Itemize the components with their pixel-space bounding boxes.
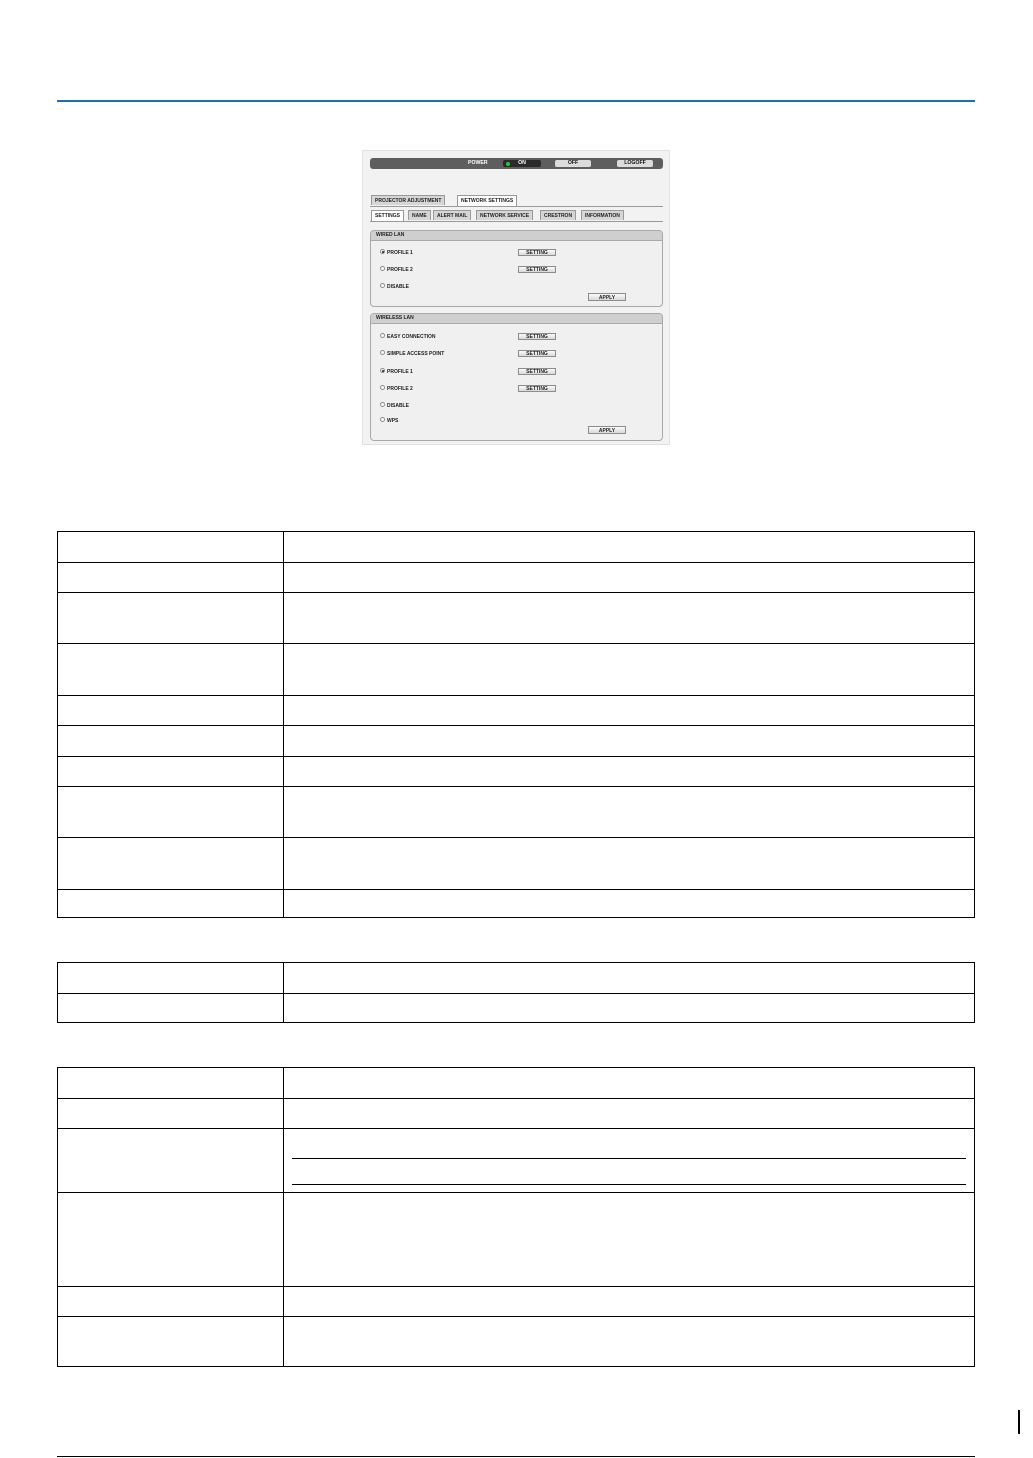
settings-table-2 [57,962,975,1023]
wireless-profile2-setting-button[interactable]: SETTING [518,385,556,392]
table-row [58,993,974,1022]
table-cell-item [58,994,284,1022]
table-row [58,695,974,725]
table-cell-item [58,757,284,786]
table-cell-description [284,994,974,1022]
radio-checked-icon [380,249,385,254]
table-row [58,1286,974,1316]
power-on-button[interactable] [503,160,541,167]
table-row [58,963,974,993]
wireless-simple-ap-setting-button[interactable]: SETTING [518,350,556,357]
radio-icon [380,283,385,288]
table-cell-item [58,890,284,917]
radio-icon [380,333,385,338]
table-cell-description [284,787,974,837]
table-cell-description [284,532,974,562]
wireless-easy-connection-setting-button[interactable]: SETTING [518,333,556,340]
sub-divider [292,1184,966,1185]
tab-network-service[interactable]: NETWORK SERVICE [476,210,533,220]
wired-option-profile2[interactable]: PROFILE 2 [380,266,413,274]
wired-option-disable[interactable]: DISABLE [380,283,409,291]
wireless-profile1-setting-button[interactable]: SETTING [518,368,556,375]
page-edge-mark [1018,1410,1020,1434]
wired-lan-group [370,230,663,307]
radio-checked-icon [380,368,385,373]
power-on-label: ON [518,160,526,166]
wireless-option-disable[interactable]: DISABLE [380,402,409,410]
table-row [58,756,974,786]
table-row [58,1192,974,1286]
table-cell-item [58,726,284,756]
tab-alert-mail[interactable]: ALERT MAIL [433,210,471,220]
sub-tabs [370,209,663,222]
main-tabs [370,194,663,207]
table-cell-description [284,1193,974,1286]
wired-apply-button[interactable]: APPLY [588,293,626,301]
table-cell-item [58,532,284,562]
power-off-button[interactable]: OFF [555,160,591,167]
table-cell-item [58,696,284,725]
settings-table-3 [57,1067,975,1367]
table-row [58,532,974,562]
table-row [58,562,974,592]
tab-name[interactable]: NAME [408,210,431,220]
tab-crestron[interactable]: CRESTRON [540,210,576,220]
tab-settings[interactable]: SETTINGS [371,210,404,221]
table-cell-item [58,644,284,695]
wired-option-profile1[interactable]: PROFILE 1 [380,249,413,257]
table-cell-item [58,1129,284,1192]
wireless-lan-title: WIRELESS LAN [371,314,662,324]
table-row [58,643,974,695]
power-label: POWER [468,160,488,166]
wired-profile1-setting-button[interactable]: SETTING [518,249,556,256]
sub-divider [292,1158,966,1159]
table-row [58,725,974,756]
table-row [58,1316,974,1366]
table-cell-description [284,1317,974,1366]
tab-network-settings[interactable]: NETWORK SETTINGS [457,195,517,206]
table-cell-description [284,644,974,695]
wireless-option-profile2[interactable]: PROFILE 2 [380,385,413,393]
table-cell-description [284,963,974,993]
wireless-option-wps[interactable]: WPS [380,417,398,425]
table-row [58,592,974,643]
table-cell-description [284,1129,974,1192]
table-cell-item [58,593,284,643]
wireless-option-simple-access-point[interactable]: SIMPLE ACCESS POINT [380,350,444,358]
wired-lan-title: WIRED LAN [371,231,662,241]
table-cell-item [58,1193,284,1286]
power-led-icon [506,162,510,166]
radio-icon [380,402,385,407]
table-row [58,1128,974,1192]
table-cell-item [58,1068,284,1098]
radio-icon [380,266,385,271]
table-cell-description [284,563,974,592]
table-cell-description [284,1068,974,1098]
table-cell-description [284,757,974,786]
wireless-option-easy-connection[interactable]: EASY CONNECTION [380,333,436,341]
table-row [58,1068,974,1098]
tab-projector-adjustment[interactable]: PROJECTOR ADJUSTMENT [371,195,445,205]
table-cell-item [58,838,284,889]
table-row [58,786,974,837]
logoff-button[interactable]: LOGOFF [617,160,653,167]
table-cell-item [58,563,284,592]
radio-icon [380,385,385,390]
table-cell-item [58,1317,284,1366]
table-cell-item [58,787,284,837]
table-cell-description [284,696,974,725]
network-settings-screenshot [362,150,670,445]
header-rule [57,100,975,102]
table-cell-description [284,1287,974,1316]
table-row [58,1098,974,1128]
radio-icon [380,350,385,355]
table-cell-item [58,963,284,993]
wired-profile2-setting-button[interactable]: SETTING [518,266,556,273]
wireless-apply-button[interactable]: APPLY [588,426,626,434]
table-cell-description [284,726,974,756]
wireless-lan-group [370,313,663,441]
table-cell-item [58,1287,284,1316]
radio-icon [380,417,385,422]
wireless-option-profile1[interactable]: PROFILE 1 [380,368,413,376]
table-cell-description [284,838,974,889]
power-bar [370,158,663,169]
table-cell-description [284,593,974,643]
footer-rule [57,1456,975,1457]
table-cell-item [58,1099,284,1128]
table-cell-description [284,890,974,917]
table-cell-description [284,1099,974,1128]
settings-table-1 [57,531,975,918]
table-row [58,837,974,889]
tab-information[interactable]: INFORMATION [581,210,624,220]
table-row [58,889,974,917]
